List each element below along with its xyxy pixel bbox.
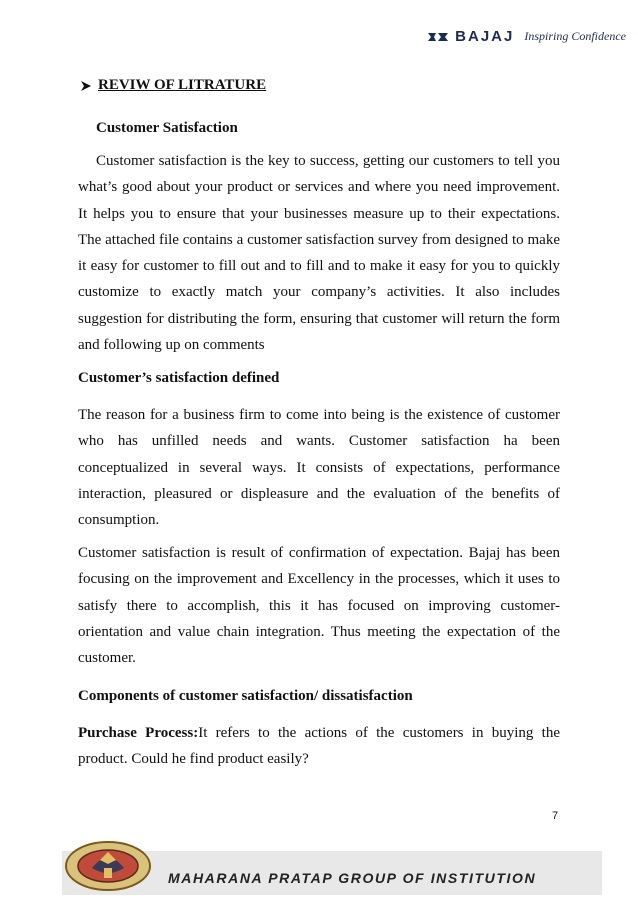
bajaj-logo [427,28,626,45]
bajaj-hexagon-icon [427,30,449,44]
customer-satisfaction-title: Customer Satisfaction [96,120,238,136]
arrow-bullet-icon [80,80,92,92]
institution-name: MAHARANA PRATAP GROUP OF INSTITUTION [168,870,537,886]
components-title: Components of customer satisfaction/ dissatisfaction [78,688,413,704]
paragraph-3: Customer satisfaction is result of confirmation of expectation. Bajaj has been focusing on the improvement and Excellency in the processes, which it uses to satisfy there to accomplish, this it has focused on improving customer-orientation and value chain integration. Thus meeting the expectation of the customer. [78,545,560,667]
paragraph-1: Customer satisfaction is the key to success, getting our customers to tell you what’s good about your product or services and where you need improvement. It helps you to ensure that your businesses measure up to their expectations. The attached file contains a customer satisfaction survey from designed to make it easy for customer to fill out and to fill and to make it easy for you to quickly customize to exactly match your company’s activities. It also includes suggestion for distributing the form, ensuring that customer will return the form and following up on comments [78,153,560,354]
section-heading [80,77,266,94]
purchase-process-paragraph [78,720,560,773]
brand-name: BAJAJ [455,28,515,45]
institution-emblem-icon [62,838,154,894]
paragraph-2: The reason for a business firm to come into being is the existence of customer who has unfilled needs and wants. Customer satisfaction ha been conceptualized in several ways. It consists of expectations, performance interaction, pleasured or displeasure and the evaluation of the benefits of consumption. [78,407,560,529]
brand-tagline: Inspiring Confidence [524,29,626,43]
satisfaction-defined-title: Customer’s satisfaction defined [78,370,280,386]
purchase-process-text: It refers to the actions of the customers in buying the product. Could he find product easily? [78,725,560,768]
section-heading-text: REVIW OF LITRATURE [98,77,267,93]
page-number: 7 [552,810,559,822]
purchase-process-label: Purchase Process: [78,725,199,741]
